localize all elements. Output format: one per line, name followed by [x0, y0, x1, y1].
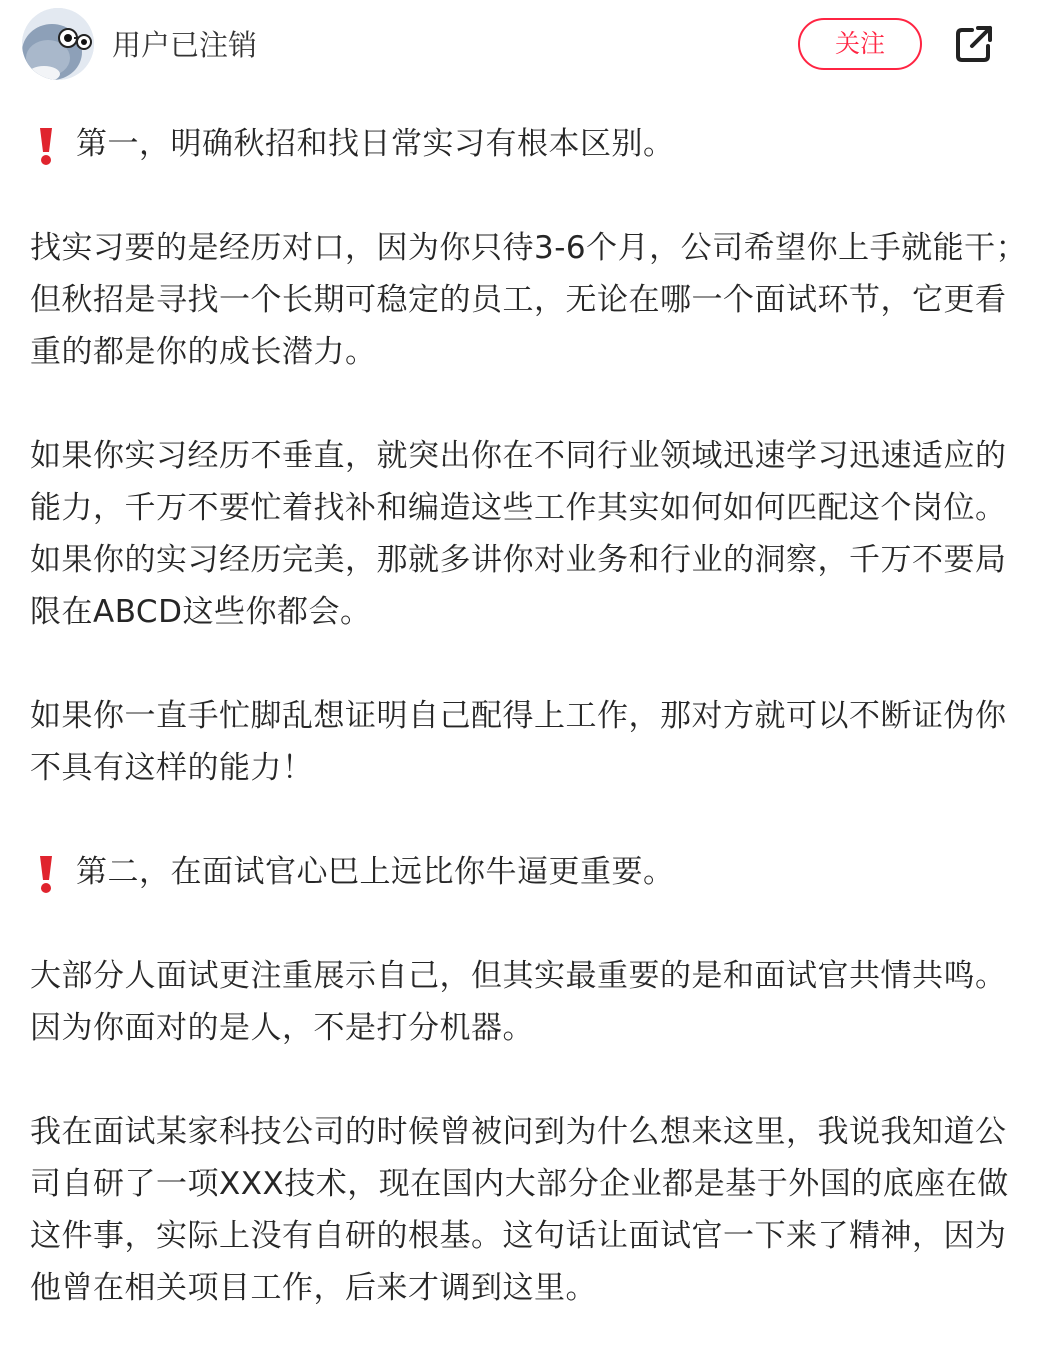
point-1-heading — [30, 118, 1034, 170]
post-content — [30, 118, 1034, 1366]
post-header — [0, 0, 1064, 92]
paragraph: 我在面试某家科技公司的时候曾被问到为什么想来这里，我说我知道公司自研了一项XXX技术，现在国内大部分企业都是基于外国的底座在做这件事，实际上没有自研的根基。这句话让面试官一下来了精神，因为他曾在相关项目工作，后来才调到这里。 — [30, 1114, 1009, 1306]
avatar-bird-image — [22, 8, 94, 80]
exclamation-icon — [36, 126, 56, 166]
point-2-heading — [30, 846, 1034, 898]
exclamation-icon — [36, 854, 56, 894]
username[interactable]: 用户已注销 — [112, 28, 258, 62]
paragraph: 如果你实习经历不垂直，就突出你在不同行业领域迅速学习迅速适应的能力，千万不要忙着找补和编造这些工作其实如何如何匹配这个岗位。如果你的实习经历完美，那就多讲你对业务和行业的洞察，千万不要局限在ABCD这些你都会。 — [30, 438, 1007, 630]
point-2-heading-text: 第二，在面试官心巴上远比你牛逼更重要。 — [76, 854, 675, 890]
share-icon[interactable] — [950, 20, 998, 68]
paragraph: 找实习要的是经历对口，因为你只待3-6个月，公司希望你上手就能干；但秋招是寻找一个长期可稳定的员工，无论在哪一个面试环节，它更看重的都是你的成长潜力。 — [30, 230, 1028, 370]
avatar[interactable] — [22, 8, 94, 80]
paragraph: 大部分人面试更注重展示自己，但其实最重要的是和面试官共情共鸣。因为你面对的是人，不是打分机器。 — [30, 958, 1007, 1046]
follow-button[interactable]: 关注 — [798, 18, 922, 70]
point-1-heading-text: 第一，明确秋招和找日常实习有根本区别。 — [76, 126, 675, 162]
paragraph: 如果你一直手忙脚乱想证明自己配得上工作，那对方就可以不断证伪你不具有这样的能力！ — [30, 698, 1007, 786]
